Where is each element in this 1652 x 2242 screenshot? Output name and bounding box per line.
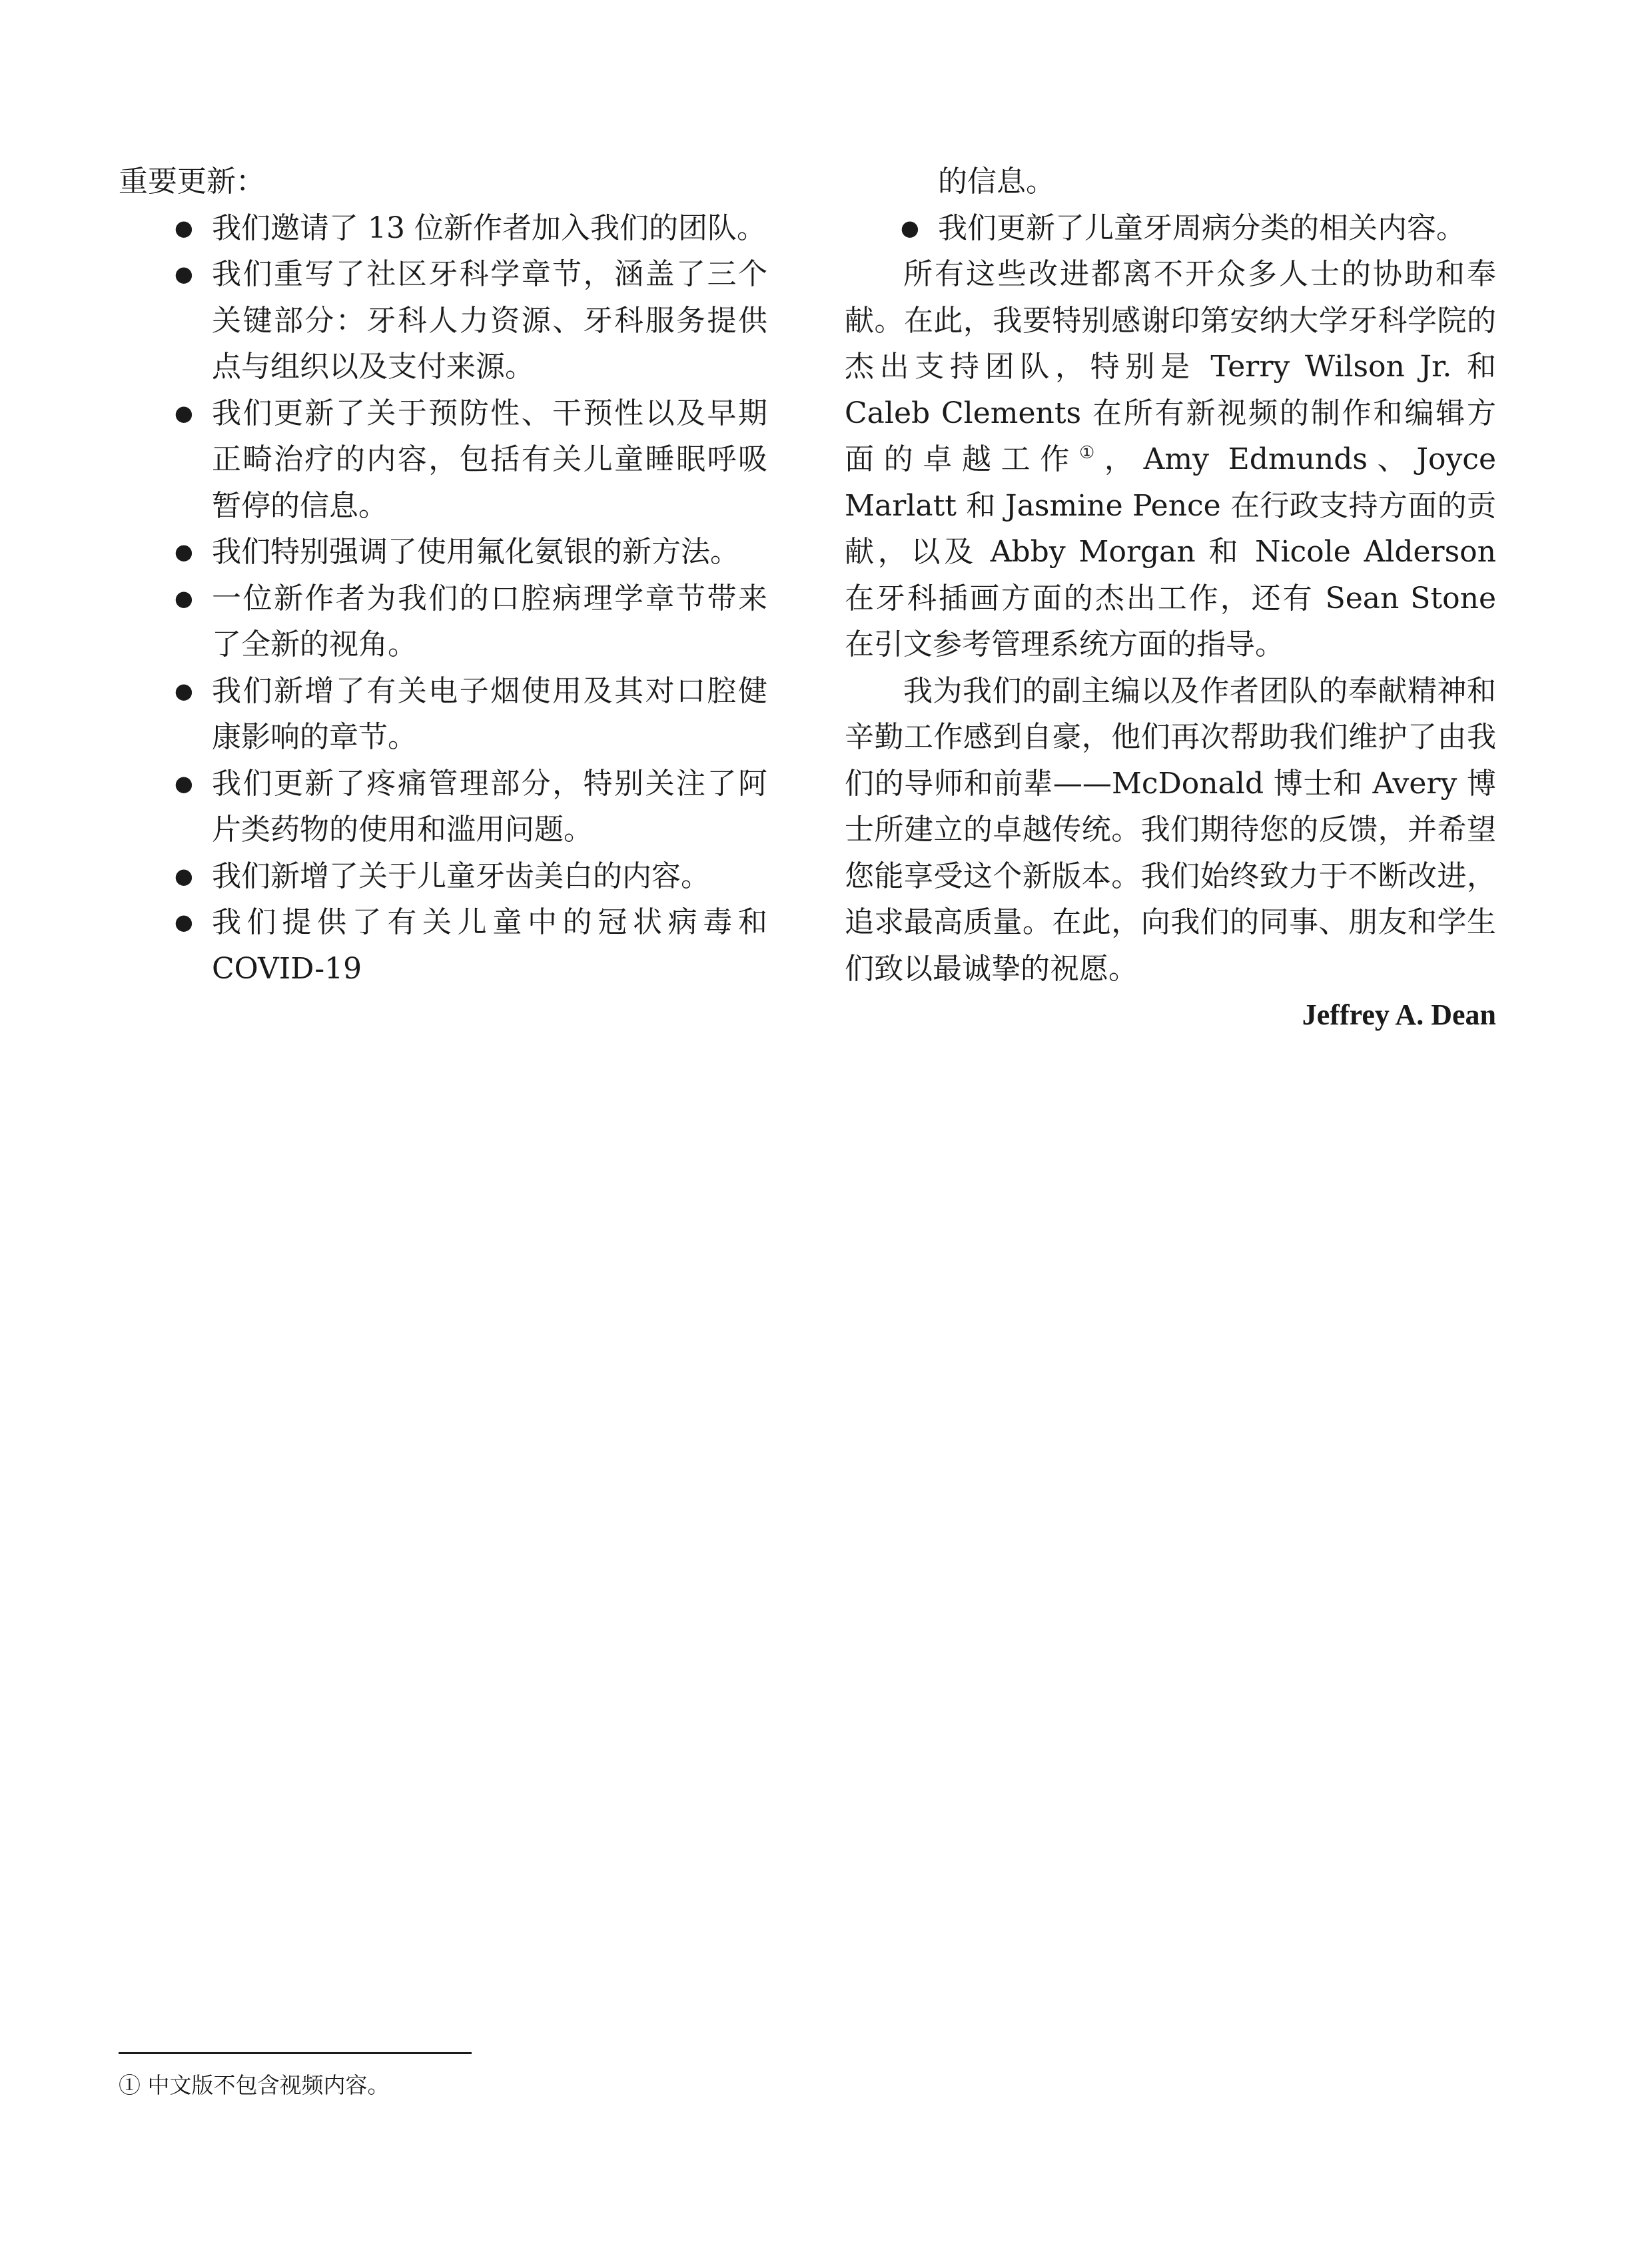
list-item: ● 我们重写了社区牙科学章节，涵盖了三个关键部分：牙科人力资源、牙科服务提供点与组织以及支付来源。 (119, 251, 767, 390)
list-item: ● 我们邀请了 13 位新作者加入我们的团队。 (119, 205, 767, 252)
list-item-continuation: 的信息。 (938, 165, 1055, 198)
footnote-reference[interactable]: ① (1078, 443, 1104, 463)
section-heading: 重要更新： (119, 165, 265, 198)
right-column (845, 159, 1496, 992)
list-item: ● 我们更新了疼痛管理部分，特别关注了阿片类药物的使用和滥用问题。 (119, 761, 767, 853)
list-item: ● 我们更新了儿童牙周病分类的相关内容。 (845, 205, 1496, 252)
author-signature: Jeffrey A. Dean (1302, 998, 1496, 1031)
updates-list (119, 205, 767, 992)
acknowledgement-text-part1: 所有这些改进都离不开众多人士的协助和奉献。在此，我要特别感谢印第安纳大学牙科学院的杰出支持团队，特别是 Terry Wilson Jr. 和 Caleb Clements 在所有新视频的制作和编辑方面的卓越工作 (845, 257, 1496, 476)
footnote-divider (119, 2052, 472, 2054)
footnote-text: ① 中文版不包含视频内容。 (119, 2072, 390, 2098)
list-item: ● 我们新增了关于儿童牙齿美白的内容。 (119, 853, 767, 900)
list-item: ● 我们更新了关于预防性、干预性以及早期正畸治疗的内容，包括有关儿童睡眠呼吸暂停的信息。 (119, 390, 767, 530)
left-column (119, 159, 767, 992)
list-item: ● 我们提供了有关儿童中的冠状病毒和 COVID-19 (119, 899, 767, 992)
list-item: ● 我们特别强调了使用氟化氨银的新方法。 (119, 529, 767, 575)
list-item: ● 我们新增了有关电子烟使用及其对口腔健康影响的章节。 (119, 668, 767, 761)
acknowledgement-paragraph (845, 251, 1496, 668)
updates-list-continued (845, 205, 1496, 252)
list-item: ● 一位新作者为我们的口腔病理学章节带来了全新的视角。 (119, 575, 767, 668)
closing-paragraph: 我为我们的副主编以及作者团队的奉献精神和辛勤工作感到自豪，他们再次帮助我们维护了由我们的导师和前辈——McDonald 博士和 Avery 博士所建立的卓越传统。我们期待您的反馈，并希望您能享受这个新版本。我们始终致力于不断改进，追求最高质量。在此，向我们的同事、朋友和学生们致以最诚挚的祝愿。 (845, 673, 1496, 986)
acknowledgement-text-part2: ，Amy Edmunds、Joyce Marlatt 和 Jasmine Pence 在行政支持方面的贡献，以及 Abby Morgan 和 Nicole Alderson 在牙科插画方面的杰出工作，还有 Sean Stone 在引文参考管理系统方面的指导。 (845, 442, 1496, 661)
